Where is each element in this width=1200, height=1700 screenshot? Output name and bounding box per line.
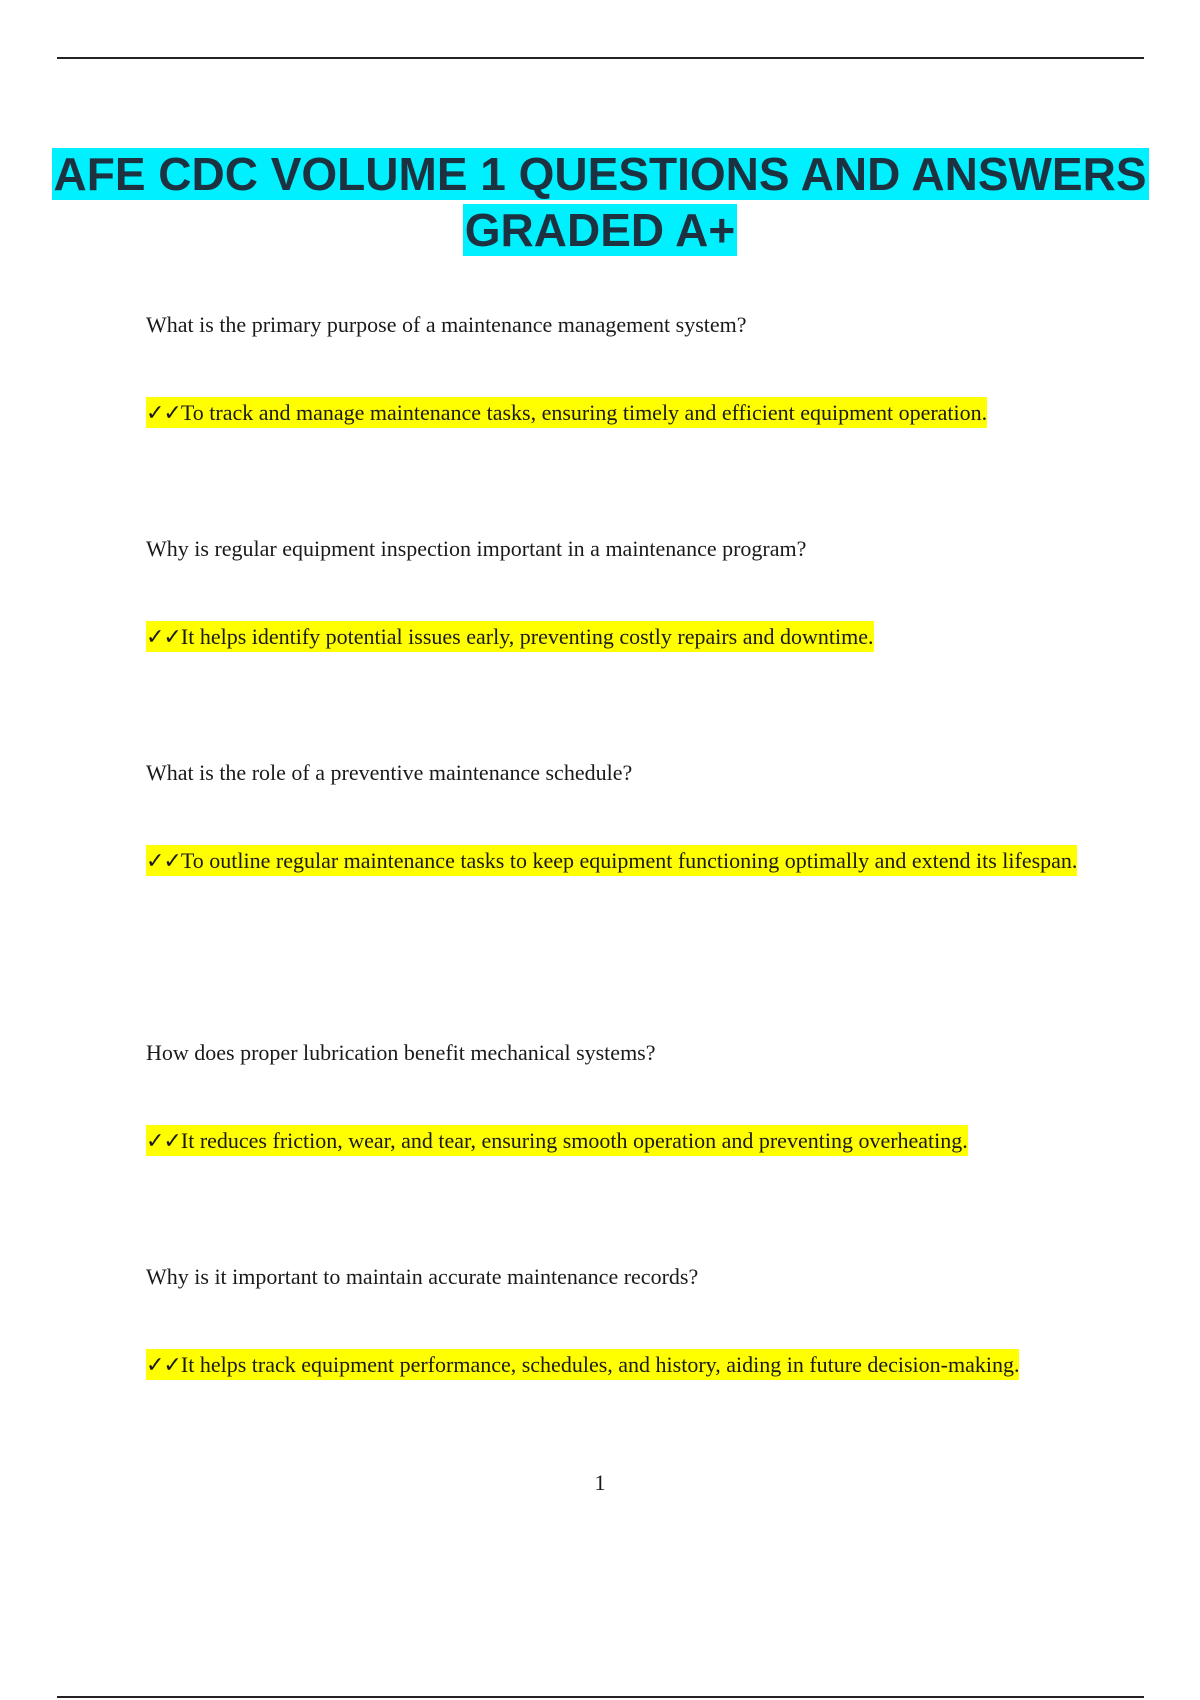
answer-3 bbox=[146, 830, 1086, 892]
answer-2-text: It helps identify potential issues early, preventing costly repairs and downtime. bbox=[180, 624, 874, 649]
check-icon: ✓✓ bbox=[146, 625, 181, 650]
answer-5-text: It helps track equipment performance, schedules, and history, aiding in future decision-making. bbox=[180, 1352, 1020, 1377]
check-icon: ✓✓ bbox=[146, 401, 181, 426]
answer-5 bbox=[146, 1334, 1086, 1396]
answer-3-text: To outline regular maintenance tasks to keep equipment functioning optimally and extend its lifespan. bbox=[180, 848, 1078, 873]
question-1: What is the primary purpose of a maintenance management system? bbox=[146, 312, 747, 337]
qa-item-5 bbox=[146, 1264, 1086, 1396]
answer-2 bbox=[146, 606, 1086, 668]
answer-1-text: To track and manage maintenance tasks, ensuring timely and efficient equipment operation. bbox=[180, 400, 988, 425]
question-2: Why is regular equipment inspection important in a maintenance program? bbox=[146, 536, 807, 561]
question-5: Why is it important to maintain accurate maintenance records? bbox=[146, 1264, 699, 1289]
qa-item-2 bbox=[146, 536, 1086, 668]
title-block bbox=[0, 146, 1200, 258]
question-4: How does proper lubrication benefit mechanical systems? bbox=[146, 1040, 656, 1065]
bottom-rule bbox=[57, 1696, 1144, 1698]
answer-4 bbox=[146, 1110, 1086, 1172]
check-icon: ✓✓ bbox=[146, 849, 181, 874]
qa-item-3 bbox=[146, 760, 1086, 892]
top-rule bbox=[57, 57, 1144, 59]
answer-4-text: It reduces friction, wear, and tear, ensuring smooth operation and preventing overheating. bbox=[180, 1128, 968, 1153]
check-icon: ✓✓ bbox=[146, 1353, 181, 1378]
qa-item-4 bbox=[146, 1040, 1086, 1172]
page-number: 1 bbox=[594, 1470, 606, 1495]
qa-item-1 bbox=[146, 312, 1086, 444]
answer-1 bbox=[146, 382, 1086, 444]
question-3: What is the role of a preventive maintenance schedule? bbox=[146, 760, 633, 785]
check-icon: ✓✓ bbox=[146, 1129, 181, 1154]
document-title: AFE CDC VOLUME 1 QUESTIONS AND ANSWERS GRADED A+ bbox=[53, 148, 1147, 256]
